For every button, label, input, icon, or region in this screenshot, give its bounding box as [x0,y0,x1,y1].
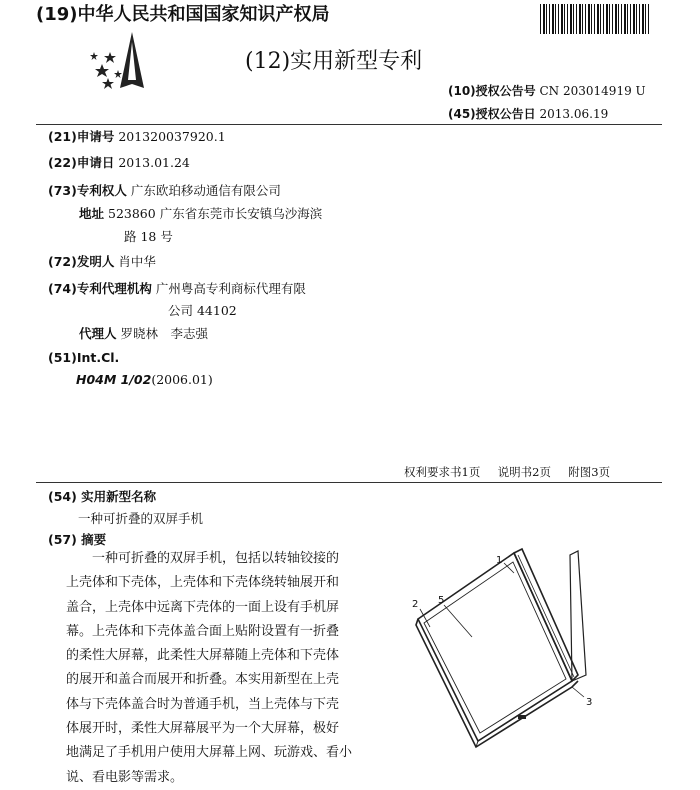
abstract-line: 的展开和盖合而展开和折叠。本实用新型在上壳 [66,672,340,688]
address-line-1: 523860 广东省东莞市长安镇乌沙海滨 [108,206,323,221]
int-cl-code: H04M 1/02 [76,372,152,387]
abstract-line: 说、看电影等需求。 [66,769,184,785]
phone-drawing [386,545,616,755]
agent-label: 代理人 [79,326,117,341]
description-pages: 说明书2页 [497,465,551,479]
int-cl-year: (2006.01) [151,372,213,387]
application-number-label: (21)申请号 [48,129,115,144]
patentee-value: 广东欧珀移动通信有限公司 [130,183,281,198]
patent-office-name: (19)中华人民共和国国家知识产权局 [36,4,330,25]
address-line-2: 路 18 号 [124,229,173,244]
header-divider [36,124,662,125]
patentee [48,181,281,199]
figure-label-3: 3 [586,697,593,708]
abstract-line: 盖合，上壳体中远离下壳体的一面上设有手机屏 [66,599,340,615]
patent-agency-line-1: 广州粤高专利商标代理有限 [155,281,306,296]
barcode [540,4,650,34]
publication-number [448,82,646,99]
application-date-value: 2013.01.24 [118,155,190,170]
patentee-label: (73)专利权人 [48,183,127,198]
abstract-line: 幕。上壳体和下壳体盖合面上贴附设置有一折叠 [66,623,340,639]
abstract-line: 体与下壳体盖合时为普通手机，当上壳体与下壳 [66,696,340,712]
agent [79,324,208,342]
abstract-text [66,547,356,790]
drawing-pages: 附图3页 [568,465,611,479]
publication-date-value: 2013.06.19 [539,107,609,121]
inventor-value: 肖中华 [118,254,156,269]
figure-label-2: 2 [412,599,419,610]
document-type: (12)实用新型专利 [245,49,423,74]
patent-agency-label: (74)专利代理机构 [48,281,152,296]
page-counts [404,464,610,480]
patent-agency-line-2: 公司 44102 [168,303,237,318]
utility-model-title: 一种可折叠的双屏手机 [78,511,204,526]
abstract-line: 地满足了手机用户使用大屏幕上网、玩游戏、看小 [66,745,353,761]
utility-model-title-label: (54) 实用新型名称 [48,489,157,504]
application-date-label: (22)申请日 [48,155,115,170]
address-label: 地址 [79,206,105,221]
abstract-line: 一种可折叠的双屏手机，包括以转轴铰接的 [66,551,340,566]
agent-value: 罗晓林 李志强 [120,326,209,341]
int-cl [76,372,213,387]
inventor [48,252,156,270]
address [79,204,322,222]
figure-label-5: 5 [438,595,445,606]
publication-date [448,105,608,122]
figure-label-1: 1 [496,555,503,566]
application-date [48,153,190,171]
abstract-line: 的柔性大屏幕，此柔性大屏幕随上壳体和下壳体 [66,648,340,664]
publication-number-value: CN 203014919 U [539,84,646,98]
abstract-line: 上壳体和下壳体，上壳体和下壳体绕转轴展开和 [66,575,340,591]
application-number-value: 201320037920.1 [118,129,226,144]
application-number [48,127,226,145]
inventor-label: (72)发明人 [48,254,115,269]
abstract-line: 体展开时，柔性大屏幕展平为一个大屏幕，极好 [66,721,340,737]
publication-number-label: (10)授权公告号 [448,84,536,98]
abstract-label: (57) 摘要 [48,532,107,547]
cnipa-logo [88,30,176,94]
publication-date-label: (45)授权公告日 [448,107,536,121]
int-cl-label: (51)Int.Cl. [48,350,120,365]
section-divider [36,482,662,483]
claims-pages: 权利要求书1页 [404,465,481,479]
patent-agency [48,279,306,297]
